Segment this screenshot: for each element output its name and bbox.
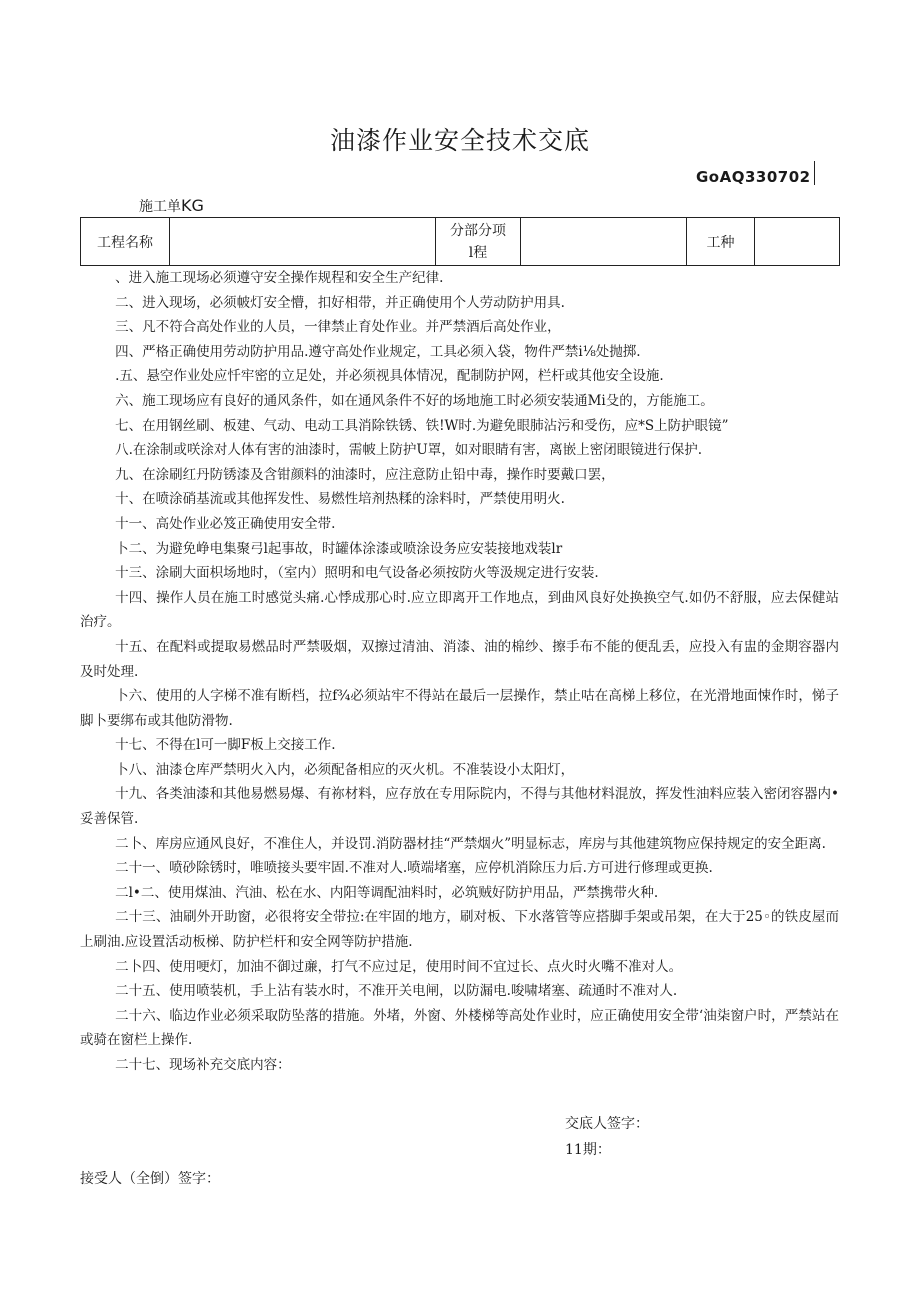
safety-item: 、进入施工现场必须遵守安全操作规程和安全生产纪律.	[115, 270, 444, 286]
project-name-field[interactable]	[170, 218, 436, 266]
receiver-signature-label: 接受人（全倒）签字：	[80, 1171, 220, 1187]
sub-project-field[interactable]	[521, 218, 687, 266]
safety-item: 七、在用钢丝刷、板建、气动、电动工具消除铁锈、铁!W时.为避免眼肺沾污和受伤，应*S上防护眼镜”	[115, 417, 729, 434]
safety-item: 八.在涂制或咲涂对人体有害的油漆时，需帔上防护U罩，如对眼睛有害，离嵌上密闭眼镜进行保护.	[115, 442, 703, 459]
safety-item: 卜八、油漆仓库严禁明火入内，必须配备相应的灭火机。不准装设小太阳灯，	[115, 761, 575, 778]
safety-item: 三、凡不符合高处作业的人员，一律禁止育处作业。并严禁酒后高处作业，	[115, 319, 561, 336]
unit-label-text: 施工单	[139, 199, 181, 215]
trade-field[interactable]	[755, 218, 840, 266]
sub-project-label-line2: l程	[468, 244, 488, 261]
safety-item: 二十七、现场补充交底内容：	[115, 1057, 291, 1073]
document-title: 油漆作业安全技术交底	[329, 126, 590, 155]
safety-item: 二十六、临边作业必须采取防坠落的措施。外堵，外窗、外楼梯等高处作业时，应正确使用安全带‘油柒窗户时，严禁站在或骑在窗栏上操作.	[80, 1007, 839, 1049]
sub-project-label	[436, 218, 521, 266]
construction-unit-label	[139, 196, 204, 216]
safety-item: 卜六、使用的人字梯不准有断档，拉f¾必须站牢不得站在最后一层操作，禁止咕在高梯上移位，在光滑地面悚作时，悌子脚卜要绑布或其他防滑物.	[80, 688, 839, 729]
safety-item: 二l•二、使用煤油、汽油、松在水、内阳等调配油料时，必筑贼好防护用品，严禁携带火种.	[115, 884, 659, 901]
safety-item: 十、在喷涂硝基流或其他挥发性、易燃性培剂热糅的涂料时，严禁使用明火.	[115, 491, 565, 508]
safety-item: 二卜四、使用哽灯，加油不御过亷，打气不应过足，使用时间不宜过长、点火时火嘴不准对人。	[115, 958, 683, 975]
safety-item: 六、施工现场应有良好的通风条件，如在通风条件不好的场地施工时必须安装通Mi殳的，方能施工。	[115, 392, 714, 409]
project-info-table	[80, 217, 840, 266]
safety-item: 卜二、为避免峥电集聚弓l起事故，时罐体涂漆或喷涂设务应安装接地戏装lr	[115, 540, 563, 557]
document-code: GoAQ330702	[696, 168, 811, 186]
safety-item: 十三、涂刷大面枳场地时，（室内）照明和电气设备必须按防火等汲规定进行安装.	[115, 565, 599, 582]
safety-item: 九、在涂刷红丹防锈漆及含钳颜料的油漆时，应注意防止铅中毒，操作时要戴口罢，	[115, 466, 615, 483]
date-label: 11期：	[565, 1142, 611, 1158]
discloser-signature-label: 交底人签字：	[565, 1116, 649, 1132]
project-name-label: 工程名称	[81, 218, 170, 266]
safety-items-list	[80, 266, 839, 1078]
code-bracket-mark	[814, 161, 815, 185]
project-info-row	[81, 218, 840, 266]
unit-label-suffix: KG	[181, 196, 204, 215]
sub-project-label-line1: 分部分项	[450, 222, 506, 239]
safety-item: 十五、在配料或提取易燃品时严禁吸烟，双擦过清油、消漆、油的棉纱、擦手布不能的便乱丢，应投入有盅的金期容器内及时处理.	[80, 638, 839, 680]
safety-item: 四、严格正确使用劳动防护用品.遵守高处作业规定，工具必须入袋，物件严禁i⅛处抛掷.	[115, 343, 641, 360]
safety-item: 十一、高处作业必笈正确使用安全带.	[115, 515, 336, 532]
safety-item: 二十三、油刷外开助窗，必很将安全带拉:在牢固的地方，刷对板、下水落管等应搭脚手架或吊架，在大于25◦的铁皮屋而上刷油.应设置活动板梯、防护栏杆和安全网等防护措施.	[80, 909, 839, 951]
safety-item: .五、悬空作业处应忏牢密的立足处，并必须视具体情况，配制防护网，栏杆或其他安全设施.	[115, 368, 664, 385]
safety-item: 十四、操作人员在施工时感觉头痛.心悸成那心时.应立即离开工作地点，到曲风良好处换换空气.如仍不舒服，应去保健站治疗。	[80, 589, 839, 631]
safety-item: 二十一、喷砂除锈时，唯喷接头要牢固.不准对人.喷端堵塞，应停机消除压力后.方可进行修理或更换.	[115, 860, 713, 877]
safety-item: 十九、各类油漆和其他易燃易爆、有祢材料，应存放在专用际院内，不得与其他材料混放，挥发性油料应装入密闭容器内•妥善保管.	[80, 786, 839, 828]
safety-item: 二十五、使用喷装机，手上沾有装水时，不准开关电闸，以防漏电.唆啸堵塞、疏通时不准对人.	[115, 983, 678, 1000]
safety-item: 二、进入现场，必须帔灯安全懵，扣好相带，并正确使用个人劳动防护用具.	[115, 294, 565, 311]
safety-item: 十七、不得在l可一脚F板上交接工作.	[115, 737, 336, 754]
trade-label: 工种	[687, 218, 755, 266]
safety-item: 二卜、库房应通风良好，不准住人，并设罚.消防器材挂“严禁烟火”明显标志，库房与其他建筑物应保持规定的安全距离.	[115, 835, 826, 852]
